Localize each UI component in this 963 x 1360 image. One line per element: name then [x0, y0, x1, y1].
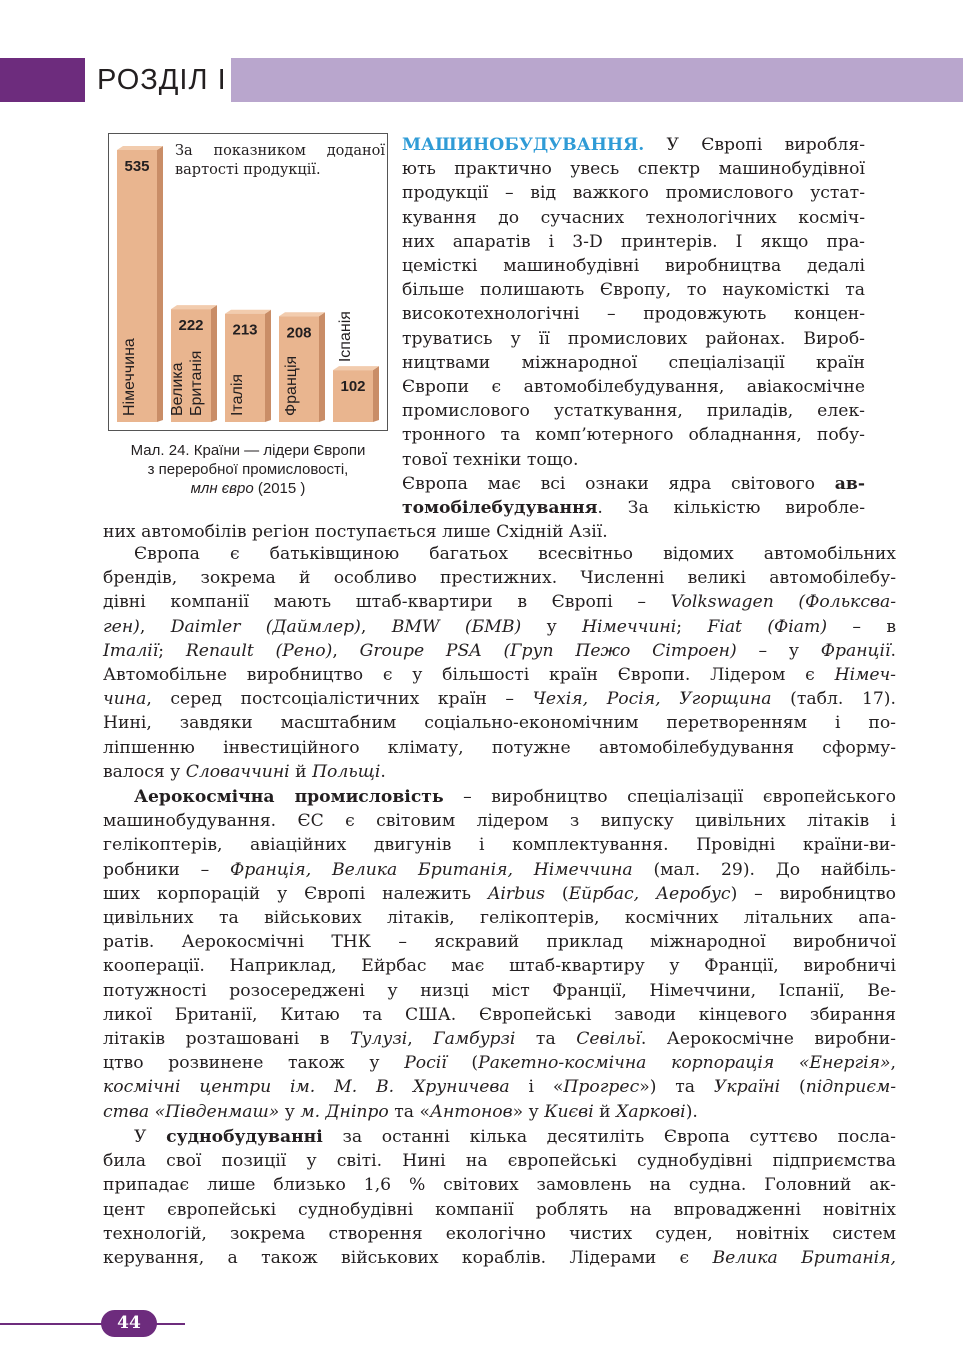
text-run: ;	[158, 640, 186, 661]
text-run: (	[780, 1077, 806, 1098]
text-run: Ракетно-космічна корпорація «Енергія»	[478, 1053, 891, 1074]
text-line	[402, 230, 865, 254]
text-line	[134, 542, 896, 566]
text-line	[402, 423, 865, 447]
text-run: ,	[890, 1053, 897, 1074]
text-run: суднобудуванні	[166, 1127, 323, 1147]
text-line	[103, 1003, 896, 1027]
caption-line-1: Мал. 24. Країни — лідери Європи	[130, 442, 366, 459]
text-run: чина	[103, 689, 147, 710]
intro-column-text	[402, 133, 865, 520]
paragraph-1-end	[103, 520, 896, 544]
text-run: Renault (Рено)	[185, 640, 333, 661]
text-line	[402, 448, 865, 472]
text-run: Volkswagen (Фольксва-	[670, 592, 897, 613]
text-run: підприєм-	[805, 1077, 897, 1098]
text-run: , серед постсоціалістичних країн –	[146, 689, 533, 710]
text-run: керування, а також військових кораблів. Лідерами є	[103, 1248, 713, 1269]
bar-side	[265, 310, 271, 422]
text-run: Daimler (Даймлер)	[170, 616, 361, 637]
text-line	[103, 1075, 896, 1099]
text-run: ликої Британії, Китаю та США. Європейські заводи кінцевого збирання	[103, 1004, 896, 1025]
text-run: ,	[139, 616, 171, 637]
header-accent-bar	[0, 58, 85, 102]
text-line	[402, 399, 865, 423]
text-run: Автомобільне виробництво є у більшості країн Європи. Лідером є	[103, 665, 835, 686]
caption-year: (2015 )	[253, 480, 306, 497]
text-run: (	[544, 883, 569, 904]
text-run: та	[515, 1029, 577, 1050]
text-run: валося у	[103, 761, 186, 782]
text-run: » у	[512, 1101, 545, 1122]
text-run: цивільних та військових літаків, гелікоптерів, космічних літальних апа-	[103, 908, 896, 929]
text-run: .	[380, 761, 386, 782]
text-line	[103, 736, 896, 760]
bar-top	[117, 146, 163, 150]
bar-category-label: Франція	[283, 355, 300, 416]
text-run: – виробництво спеціалізації європейського	[443, 787, 896, 807]
text-line	[103, 1173, 896, 1197]
text-run: Антонов	[429, 1101, 513, 1122]
text-run: потужності розосереджені у низці міст Франції, Німеччини, Іспанії, Ве-	[103, 980, 896, 1001]
text-line	[402, 302, 865, 326]
text-line	[402, 278, 865, 302]
text-run: Харкові	[616, 1101, 686, 1122]
text-run: Велика Британія,	[712, 1248, 896, 1269]
text-line	[402, 133, 865, 157]
text-line	[134, 1125, 896, 1149]
text-run: ;	[676, 616, 708, 637]
text-run: них апаратів і 3-D принтерів. І якщо пра-	[402, 231, 865, 252]
bar-value-label: 222	[178, 317, 204, 335]
bar-top	[225, 310, 271, 314]
text-line	[103, 1246, 896, 1270]
text-run: Європа має всі ознаки ядра світового	[402, 473, 835, 494]
page-number: 44	[101, 1310, 157, 1337]
text-run: Fiat (Фіат)	[707, 616, 828, 637]
text-line	[103, 954, 896, 978]
text-line	[103, 760, 896, 784]
text-run: ав-	[834, 473, 865, 494]
bar-side	[373, 366, 379, 422]
text-run: .	[890, 640, 896, 661]
text-run: У Європі виробля-	[644, 135, 865, 155]
text-run: кування до сучасних технологічних косміч-	[402, 207, 865, 228]
text-run: ,	[360, 616, 392, 637]
text-line	[103, 1198, 896, 1222]
chart-note: За показником доданої вартості продукції.	[175, 143, 385, 178]
text-run: Росії	[404, 1053, 447, 1074]
text-run: Словаччині	[185, 761, 290, 782]
text-line	[402, 206, 865, 230]
text-run: Севільї	[576, 1029, 641, 1050]
text-run: ,	[407, 1029, 434, 1050]
text-line	[103, 809, 896, 833]
text-run: і «	[509, 1077, 564, 1098]
bar-top	[171, 305, 217, 309]
text-run: томобілебудування	[402, 498, 598, 519]
text-run: цемісткі машинобудівні виробництва дедалі	[402, 256, 865, 277]
text-line	[103, 979, 896, 1003]
text-run: У	[134, 1127, 167, 1147]
text-run: гелікоптерів, авіаційних двигунів і комплектування. Провідні країни-ви-	[103, 835, 896, 856]
text-run: цтво розвинене також у	[103, 1053, 405, 1074]
bar-category-label: Італія	[229, 373, 246, 416]
text-line	[402, 496, 865, 520]
bar-value-label: 102	[340, 378, 366, 396]
text-run: тронного та комп’ютерного обладнання, побу-	[402, 425, 865, 446]
text-run: продукції – від важкого промислового устат-	[402, 183, 865, 204]
text-run: Польщі	[312, 761, 381, 782]
text-line	[103, 882, 896, 906]
text-line	[103, 663, 896, 687]
bar-category-label: Німеччина	[121, 338, 138, 416]
bar-value-label: 208	[286, 324, 312, 342]
text-run: (мал. 29). До найбіль-	[632, 859, 896, 880]
footer-line	[0, 1323, 185, 1325]
text-run: Європа є батьківщиною багатьох всесвітньо відомих автомобільних	[134, 544, 896, 564]
text-line	[402, 254, 865, 278]
text-run: припадає лише близько 1,6 % світових замовлень на судна. Головний ак-	[103, 1175, 896, 1196]
text-run: BMW (БМВ)	[391, 616, 522, 637]
text-run: (табл. 17).	[771, 689, 896, 710]
text-run: Чехія, Росія, Угорщина	[532, 689, 772, 710]
header-band	[231, 58, 963, 102]
text-line	[134, 785, 896, 809]
text-run: ).	[685, 1101, 698, 1122]
text-run: ген)	[103, 616, 140, 637]
text-run: м. Дніпро	[300, 1101, 389, 1122]
text-run: кооперації. Наприклад, Ейрбас має штаб-квартиру у Франції, виробничі	[103, 956, 896, 977]
text-run: Прогрес	[563, 1077, 640, 1098]
text-run: труватись у її промислових районах. Вироб-	[402, 328, 865, 349]
bar-category-label: Іспанія	[337, 311, 354, 363]
text-run: й	[289, 761, 313, 782]
text-line: них автомобілів регіон поступається лише Східній Азії.	[103, 522, 608, 542]
section-title: РОЗДІЛ I	[97, 64, 227, 96]
text-run: Німеччині	[582, 616, 677, 637]
text-line	[103, 711, 896, 735]
bar-top	[333, 366, 379, 370]
text-line	[103, 566, 896, 590]
text-run: Нині, завдяки масштабним соціально-економічним перетворенням і по-	[103, 713, 896, 734]
text-line	[402, 327, 865, 351]
text-run: Україні	[713, 1077, 781, 1098]
text-line	[103, 1051, 896, 1075]
text-line	[103, 1149, 896, 1173]
text-run: Ейрбас, Аеробус	[568, 883, 731, 904]
text-run: ») та	[639, 1077, 714, 1098]
text-run: тової техніки тощо.	[402, 449, 579, 470]
text-line	[103, 858, 896, 882]
text-run: Італії	[103, 640, 159, 661]
text-run: за останні кілька десятиліть Європа суттєво посла-	[322, 1127, 896, 1147]
text-run: Франції	[820, 640, 891, 661]
text-run: ратів. Аерокосмічні ТНК – яскравий приклад міжнародної виробничої	[103, 932, 896, 953]
text-run: ліпшенню інвестиційного клімату, потужне автомобілебудування сформу-	[103, 737, 896, 758]
caption-line-3	[108, 479, 388, 498]
caption-unit: млн євро	[190, 480, 254, 497]
text-run: МАШИНОБУДУВАННЯ.	[402, 135, 645, 155]
text-line	[103, 1100, 896, 1124]
text-line	[103, 833, 896, 857]
text-run: брендів, зокрема й особливо престижних. Численні великі автомобілебу-	[103, 568, 896, 589]
text-run: літаків розташовані в	[103, 1029, 350, 1050]
text-run: Німеч-	[834, 665, 896, 686]
bar-category-label: Велика	[169, 362, 186, 416]
text-run: – в	[827, 616, 897, 637]
text-line	[103, 906, 896, 930]
text-run: високотехнологічні – продовжують концен-	[402, 304, 865, 325]
text-run: ють практично увесь спектр машинобудівної	[402, 159, 865, 180]
text-line	[402, 157, 865, 181]
paragraph-aerospace	[103, 785, 896, 1124]
text-run: – у	[736, 640, 821, 661]
text-line	[402, 472, 865, 496]
figure-caption	[108, 441, 388, 498]
text-run: (	[446, 1053, 479, 1074]
text-run: ) – виробництво	[730, 883, 897, 904]
text-run: Франція, Велика Британія, Німеччина	[229, 859, 633, 880]
text-run: промислового устаткування, приладів, елек-	[402, 401, 865, 422]
bar-top	[279, 312, 325, 316]
text-run: била свої позиції у світі. Нині на європейські суднобудівні підприємства	[103, 1151, 896, 1172]
text-run: ших корпорацій у Європі належить	[103, 883, 488, 904]
text-line	[103, 615, 896, 639]
text-line	[402, 181, 865, 205]
bar-side	[211, 305, 217, 422]
text-run: у	[279, 1101, 301, 1122]
text-run: Києві	[544, 1101, 594, 1122]
text-run: й	[593, 1101, 617, 1122]
text-run: та «	[388, 1101, 430, 1122]
text-run: Європи є автомобілебудування, авіакосмічне	[402, 377, 865, 398]
caption-line-2: з переробної промисловості,	[147, 461, 349, 478]
paragraph-shipbuilding	[103, 1125, 896, 1270]
text-line	[402, 351, 865, 375]
paragraph-auto-brands	[103, 542, 896, 784]
bar-category-label: Британія	[188, 350, 205, 416]
text-line	[402, 375, 865, 399]
bar-chart	[108, 133, 388, 431]
text-run: цент європейські суднобудівні компанії роблять на впровадженні новітніх	[103, 1199, 896, 1220]
bar-value-label: 213	[232, 321, 258, 339]
text-run: технологій, зокрема створення екологічно чистих суден, новітніх систем	[103, 1223, 896, 1244]
text-run: у	[521, 616, 583, 637]
text-run: Гамбурзі	[433, 1029, 516, 1050]
text-run: робники –	[103, 859, 230, 880]
text-line	[103, 1027, 896, 1051]
text-run: Аерокосмічна промисловість	[134, 787, 444, 807]
text-line	[103, 930, 896, 954]
text-run: машинобудування. ЄС є світовим лідером з випуску цивільних літаків і	[103, 811, 896, 832]
text-run: дівні компанії мають штаб-квартири в Європі –	[103, 592, 671, 613]
text-run: ,	[332, 640, 360, 661]
text-run: . Аерокосмічне виробни-	[640, 1029, 896, 1050]
text-run: Airbus	[487, 883, 545, 904]
text-run: космічні центри ім. М. В. Хруничева	[103, 1077, 510, 1098]
text-run: більше полишають Європу, то наукомісткі та	[402, 280, 865, 301]
bar-side	[319, 312, 325, 422]
text-run: ництвами міжнародної спеціалізації країн	[402, 352, 865, 373]
text-line	[103, 1222, 896, 1246]
text-run: Groupe PSA (Груп Пежо Сітроен)	[359, 640, 737, 661]
text-run: . За кількістю вироблe-	[597, 498, 865, 519]
text-run: ства «Південмаш»	[103, 1101, 280, 1122]
text-line	[103, 639, 896, 663]
bar-value-label: 535	[124, 158, 150, 175]
text-line	[103, 590, 896, 614]
bar-side	[157, 146, 163, 422]
text-run: Тулузі	[349, 1029, 408, 1050]
text-line	[103, 687, 896, 711]
